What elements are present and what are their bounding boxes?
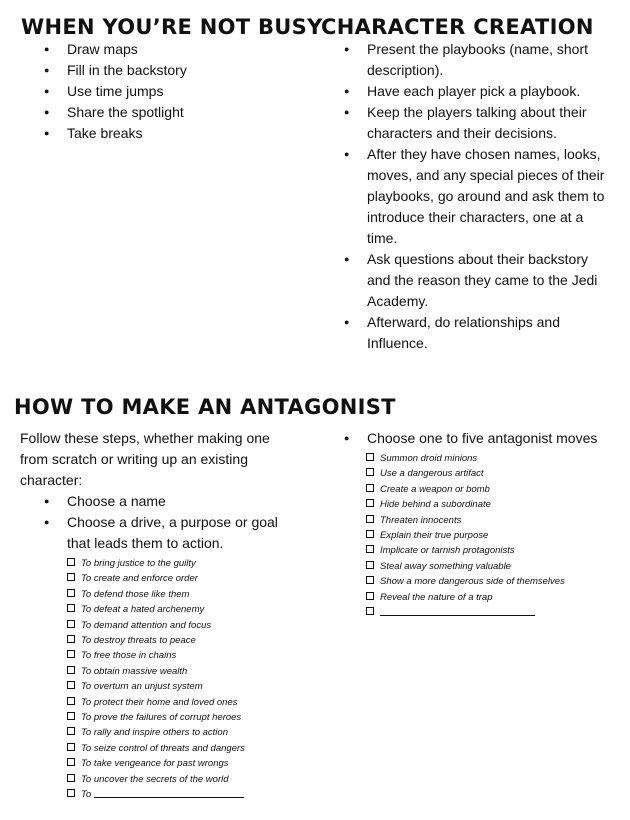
checkbox-icon[interactable] — [366, 592, 374, 600]
antagonist-intro: Follow these steps, whether making one from scratch or writing up an existing character: — [20, 430, 270, 488]
list-item: ● Draw maps — [43, 39, 283, 60]
heading-when-not-busy: WHEN YOU’RE NOT BUSY — [21, 15, 323, 39]
checkbox-icon[interactable] — [67, 774, 75, 782]
checkbox-icon[interactable] — [366, 576, 374, 584]
antagonist-left-column — [20, 428, 300, 803]
checkbox-icon[interactable] — [366, 561, 374, 569]
list-item: ● After they have chosen names, looks, moves, and any special pieces of their playbooks, go around and ask them to introduce their characters, one at a time. — [343, 144, 615, 249]
checklist-item: Show a more dangerous side of themselves — [366, 574, 615, 589]
not-busy-column — [43, 39, 283, 144]
not-busy-list — [43, 39, 283, 144]
checklist-item: To rally and inspire others to action — [67, 725, 300, 740]
antagonist-steps — [43, 491, 300, 803]
blank-write-in-line[interactable] — [380, 607, 535, 616]
step-choose-drive — [43, 512, 300, 803]
drive-checklist — [67, 556, 300, 803]
checklist-item-custom — [366, 605, 615, 620]
checklist-item: To defeat a hated archenemy — [67, 602, 300, 617]
checklist-item: To defend those like them — [67, 587, 300, 602]
checkbox-icon[interactable] — [67, 681, 75, 689]
checklist-item: Use a dangerous artifact — [366, 466, 615, 481]
heading-make-antagonist: HOW TO MAKE AN ANTAGONIST — [14, 395, 396, 419]
checklist-item: To bring justice to the guilty — [67, 556, 300, 571]
list-item: ● Use time jumps — [43, 81, 283, 102]
checkbox-icon[interactable] — [366, 530, 374, 538]
checkbox-icon[interactable] — [67, 743, 75, 751]
list-item: ● Take breaks — [43, 123, 283, 144]
checkbox-icon[interactable] — [67, 573, 75, 581]
checklist-item: To take vengeance for past wrongs — [67, 756, 300, 771]
checklist-item: To protect their home and loved ones — [67, 695, 300, 710]
list-item: ● Ask questions about their backstory and the reason they came to the Jedi Academy. — [343, 249, 615, 312]
checkbox-icon[interactable] — [67, 604, 75, 612]
step-choose-drive-label: Choose a drive, a purpose or goal that leads them to action. — [67, 514, 278, 551]
antagonist-right-column — [343, 428, 615, 620]
checklist-item: Summon droid minions — [366, 451, 615, 466]
checkbox-icon[interactable] — [366, 453, 374, 461]
character-creation-column — [343, 39, 615, 354]
character-creation-list — [343, 39, 615, 354]
checklist-item: To free those in chains — [67, 648, 300, 663]
antagonist-moves-step — [343, 428, 615, 620]
checkbox-icon[interactable] — [67, 558, 75, 566]
checkbox-icon[interactable] — [366, 607, 374, 615]
checkbox-icon[interactable] — [366, 468, 374, 476]
list-item: ● Present the playbooks (name, short description). — [343, 39, 615, 81]
checklist-item: Steal away something valuable — [366, 559, 615, 574]
checkbox-icon[interactable] — [67, 635, 75, 643]
checkbox-icon[interactable] — [67, 620, 75, 628]
checkbox-icon[interactable] — [366, 545, 374, 553]
checklist-item: Explain their true purpose — [366, 528, 615, 543]
list-item: ● Share the spotlight — [43, 102, 283, 123]
moves-checklist — [366, 451, 615, 620]
list-item: ● Have each player pick a playbook. — [343, 81, 615, 102]
list-item: ● Keep the players talking about their characters and their decisions. — [343, 102, 615, 144]
checkbox-icon[interactable] — [366, 484, 374, 492]
checklist-item: To seize control of threats and dangers — [67, 741, 300, 756]
checklist-item: Implicate or tarnish protagonists — [366, 543, 615, 558]
checkbox-icon[interactable] — [67, 650, 75, 658]
checkbox-icon[interactable] — [67, 727, 75, 735]
checklist-item: Hide behind a subordinate — [366, 497, 615, 512]
checkbox-icon[interactable] — [67, 712, 75, 720]
checkbox-icon[interactable] — [67, 758, 75, 766]
checkbox-icon[interactable] — [67, 589, 75, 597]
checklist-item: Create a weapon or bomb — [366, 482, 615, 497]
step-choose-name: ● Choose a name — [43, 491, 300, 512]
checklist-item: To obtain massive wealth — [67, 664, 300, 679]
checkbox-icon[interactable] — [366, 499, 374, 507]
list-item: ● Afterward, do relationships and Influence. — [343, 312, 615, 354]
step-choose-moves — [343, 428, 615, 620]
checklist-item: Threaten innocents — [366, 513, 615, 528]
checklist-item: To create and enforce order — [67, 571, 300, 586]
checkbox-icon[interactable] — [366, 515, 374, 523]
checkbox-icon[interactable] — [67, 789, 75, 797]
checkbox-icon[interactable] — [67, 666, 75, 674]
checklist-item: To demand attention and focus — [67, 618, 300, 633]
checklist-item: Reveal the nature of a trap — [366, 590, 615, 605]
step-choose-moves-label: Choose one to five antagonist moves — [367, 430, 598, 446]
checklist-item-custom: To — [67, 787, 300, 802]
list-item: ● Fill in the backstory — [43, 60, 283, 81]
heading-character-creation: CHARACTER CREATION — [321, 15, 594, 39]
checkbox-icon[interactable] — [67, 697, 75, 705]
checklist-item: To destroy threats to peace — [67, 633, 300, 648]
checklist-item: To uncover the secrets of the world — [67, 772, 300, 787]
checklist-item: To overturn an unjust system — [67, 679, 300, 694]
checklist-item: To prove the failures of corrupt heroes — [67, 710, 300, 725]
blank-write-in-line[interactable] — [94, 789, 244, 798]
